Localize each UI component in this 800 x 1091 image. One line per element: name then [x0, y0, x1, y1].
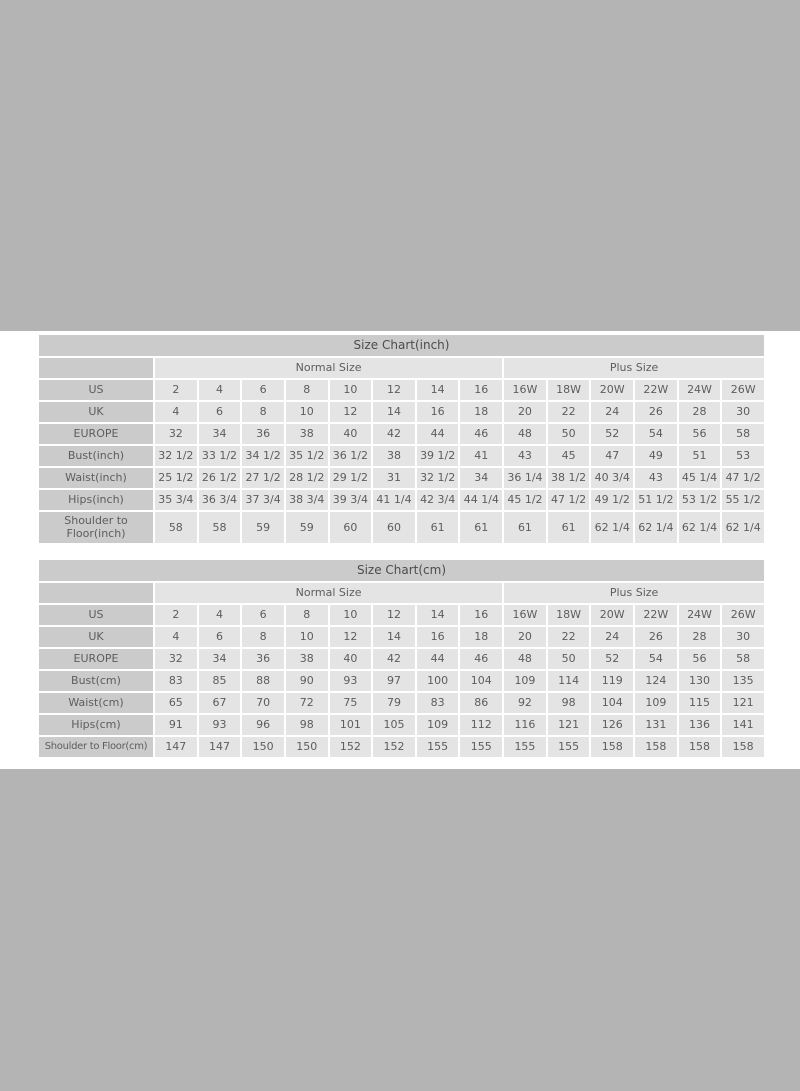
- data-cell: 38: [286, 649, 328, 669]
- data-cell: 48: [504, 424, 546, 444]
- table-title: Size Chart(cm): [39, 560, 764, 581]
- data-cell: 55 1/2: [722, 490, 764, 510]
- data-cell: 24W: [679, 605, 721, 625]
- data-cell: 126: [591, 715, 633, 735]
- data-cell: 20: [504, 627, 546, 647]
- data-cell: 22W: [635, 605, 677, 625]
- data-cell: 45 1/4: [679, 468, 721, 488]
- data-cell: 105: [373, 715, 415, 735]
- row-label-cell: US: [39, 380, 153, 400]
- data-cell: 44: [417, 424, 459, 444]
- data-cell: 34: [460, 468, 502, 488]
- data-cell: 31: [373, 468, 415, 488]
- data-cell: 53: [722, 446, 764, 466]
- data-cell: 147: [155, 737, 197, 757]
- data-cell: 8: [286, 605, 328, 625]
- data-cell: 52: [591, 649, 633, 669]
- table-row: [39, 512, 764, 543]
- data-cell: 24W: [679, 380, 721, 400]
- data-cell: 16: [417, 402, 459, 422]
- data-cell: 38: [373, 446, 415, 466]
- table-row: [39, 693, 764, 713]
- data-cell: 24: [591, 627, 633, 647]
- data-cell: 6: [242, 605, 284, 625]
- data-cell: 10: [330, 605, 372, 625]
- data-cell: 158: [722, 737, 764, 757]
- data-cell: 91: [155, 715, 197, 735]
- data-cell: 109: [635, 693, 677, 713]
- data-cell: 83: [417, 693, 459, 713]
- data-cell: 36 1/2: [330, 446, 372, 466]
- data-cell: 22W: [635, 380, 677, 400]
- data-cell: 93: [330, 671, 372, 691]
- data-cell: 50: [548, 424, 590, 444]
- table-row: [39, 671, 764, 691]
- data-cell: 22: [548, 402, 590, 422]
- data-cell: 43: [635, 468, 677, 488]
- data-cell: 130: [679, 671, 721, 691]
- data-cell: 14: [417, 605, 459, 625]
- data-cell: 97: [373, 671, 415, 691]
- data-cell: 41: [460, 446, 502, 466]
- row-label-cell: Bust(cm): [39, 671, 153, 691]
- data-cell: 152: [373, 737, 415, 757]
- data-cell: 16: [460, 605, 502, 625]
- data-cell: 96: [242, 715, 284, 735]
- data-cell: 155: [548, 737, 590, 757]
- data-cell: 155: [417, 737, 459, 757]
- data-cell: 14: [373, 627, 415, 647]
- data-cell: 36: [242, 424, 284, 444]
- data-cell: 40: [330, 649, 372, 669]
- table-row: [39, 424, 764, 444]
- data-cell: 54: [635, 649, 677, 669]
- data-cell: 124: [635, 671, 677, 691]
- data-cell: 2: [155, 380, 197, 400]
- table-title-row: [39, 335, 764, 356]
- data-cell: 18: [460, 627, 502, 647]
- data-cell: 10: [286, 627, 328, 647]
- data-cell: 26W: [722, 605, 764, 625]
- data-cell: 34: [199, 649, 241, 669]
- data-cell: 10: [330, 380, 372, 400]
- data-cell: 16: [417, 627, 459, 647]
- table-row: [39, 627, 764, 647]
- data-cell: 58: [199, 512, 241, 543]
- data-cell: 45: [548, 446, 590, 466]
- data-cell: 131: [635, 715, 677, 735]
- data-cell: 59: [242, 512, 284, 543]
- row-label-cell: Shoulder to Floor(cm): [39, 737, 153, 757]
- data-cell: 18W: [548, 605, 590, 625]
- table-row: [39, 490, 764, 510]
- data-cell: 28: [679, 402, 721, 422]
- data-cell: 86: [460, 693, 502, 713]
- data-cell: 20W: [591, 605, 633, 625]
- data-cell: 16W: [504, 380, 546, 400]
- data-cell: 46: [460, 424, 502, 444]
- data-cell: 47 1/2: [722, 468, 764, 488]
- data-cell: 18: [460, 402, 502, 422]
- data-cell: 104: [460, 671, 502, 691]
- data-cell: 121: [548, 715, 590, 735]
- column-group-row: [39, 583, 764, 603]
- data-cell: 36 3/4: [199, 490, 241, 510]
- data-cell: 46: [460, 649, 502, 669]
- data-cell: 32: [155, 424, 197, 444]
- table-row: [39, 737, 764, 757]
- data-cell: 32 1/2: [155, 446, 197, 466]
- data-cell: 37 3/4: [242, 490, 284, 510]
- size-chart-table: [37, 333, 766, 545]
- data-cell: 42 3/4: [417, 490, 459, 510]
- data-cell: 38: [286, 424, 328, 444]
- data-cell: 47: [591, 446, 633, 466]
- row-label-cell: Bust(inch): [39, 446, 153, 466]
- data-cell: 62 1/4: [722, 512, 764, 543]
- data-cell: 60: [373, 512, 415, 543]
- data-cell: 47 1/2: [548, 490, 590, 510]
- data-cell: 135: [722, 671, 764, 691]
- data-cell: 43: [504, 446, 546, 466]
- table-row: [39, 605, 764, 625]
- data-cell: 38 1/2: [548, 468, 590, 488]
- data-cell: 61: [460, 512, 502, 543]
- data-cell: 152: [330, 737, 372, 757]
- data-cell: 24: [591, 402, 633, 422]
- table-title-row: [39, 560, 764, 581]
- row-label-cell: Hips(cm): [39, 715, 153, 735]
- data-cell: 98: [286, 715, 328, 735]
- data-cell: 36 1/4: [504, 468, 546, 488]
- data-cell: 4: [199, 605, 241, 625]
- data-cell: 85: [199, 671, 241, 691]
- data-cell: 26 1/2: [199, 468, 241, 488]
- column-group-header: Plus Size: [504, 358, 764, 378]
- data-cell: 100: [417, 671, 459, 691]
- data-cell: 6: [199, 402, 241, 422]
- data-cell: 18W: [548, 380, 590, 400]
- data-cell: 26: [635, 627, 677, 647]
- data-cell: 20W: [591, 380, 633, 400]
- data-cell: 83: [155, 671, 197, 691]
- data-cell: 14: [417, 380, 459, 400]
- size-chart-panel: [0, 331, 800, 769]
- data-cell: 92: [504, 693, 546, 713]
- data-cell: 88: [242, 671, 284, 691]
- data-cell: 4: [155, 627, 197, 647]
- column-group-row: [39, 358, 764, 378]
- data-cell: 155: [460, 737, 502, 757]
- data-cell: 8: [286, 380, 328, 400]
- data-cell: 109: [417, 715, 459, 735]
- data-cell: 119: [591, 671, 633, 691]
- data-cell: 16: [460, 380, 502, 400]
- data-cell: 98: [548, 693, 590, 713]
- data-cell: 61: [548, 512, 590, 543]
- data-cell: 158: [679, 737, 721, 757]
- data-cell: 39 3/4: [330, 490, 372, 510]
- data-cell: 49 1/2: [591, 490, 633, 510]
- table-row: [39, 402, 764, 422]
- data-cell: 60: [330, 512, 372, 543]
- data-cell: 150: [242, 737, 284, 757]
- row-label-cell: UK: [39, 627, 153, 647]
- size-chart-table: [37, 558, 766, 759]
- data-cell: 32 1/2: [417, 468, 459, 488]
- data-cell: 79: [373, 693, 415, 713]
- data-cell: 8: [242, 627, 284, 647]
- data-cell: 121: [722, 693, 764, 713]
- row-label-cell: Waist(inch): [39, 468, 153, 488]
- data-cell: 56: [679, 649, 721, 669]
- table-row: [39, 446, 764, 466]
- data-cell: 12: [373, 380, 415, 400]
- corner-cell: [39, 358, 153, 378]
- data-cell: 42: [373, 424, 415, 444]
- data-cell: 90: [286, 671, 328, 691]
- data-cell: 75: [330, 693, 372, 713]
- data-cell: 12: [330, 402, 372, 422]
- data-cell: 41 1/4: [373, 490, 415, 510]
- data-cell: 6: [242, 380, 284, 400]
- data-cell: 58: [155, 512, 197, 543]
- data-cell: 104: [591, 693, 633, 713]
- table-row: [39, 468, 764, 488]
- corner-cell: [39, 583, 153, 603]
- size-chart-cm-table: [37, 558, 766, 759]
- data-cell: 30: [722, 627, 764, 647]
- data-cell: 39 1/2: [417, 446, 459, 466]
- data-cell: 72: [286, 693, 328, 713]
- data-cell: 34: [199, 424, 241, 444]
- data-cell: 54: [635, 424, 677, 444]
- data-cell: 30: [722, 402, 764, 422]
- data-cell: 136: [679, 715, 721, 735]
- data-cell: 158: [591, 737, 633, 757]
- data-cell: 52: [591, 424, 633, 444]
- row-label-cell: Hips(inch): [39, 490, 153, 510]
- data-cell: 12: [330, 627, 372, 647]
- row-label-cell: EUROPE: [39, 424, 153, 444]
- row-label-cell: UK: [39, 402, 153, 422]
- data-cell: 6: [199, 627, 241, 647]
- data-cell: 20: [504, 402, 546, 422]
- row-label-cell: Waist(cm): [39, 693, 153, 713]
- data-cell: 34 1/2: [242, 446, 284, 466]
- data-cell: 158: [635, 737, 677, 757]
- data-cell: 48: [504, 649, 546, 669]
- data-cell: 8: [242, 402, 284, 422]
- row-label-cell: EUROPE: [39, 649, 153, 669]
- data-cell: 38 3/4: [286, 490, 328, 510]
- column-group-header: Normal Size: [155, 583, 502, 603]
- data-cell: 109: [504, 671, 546, 691]
- data-cell: 56: [679, 424, 721, 444]
- table-row: [39, 649, 764, 669]
- data-cell: 32: [155, 649, 197, 669]
- data-cell: 50: [548, 649, 590, 669]
- table-title: Size Chart(inch): [39, 335, 764, 356]
- data-cell: 4: [155, 402, 197, 422]
- data-cell: 155: [504, 737, 546, 757]
- data-cell: 114: [548, 671, 590, 691]
- data-cell: 10: [286, 402, 328, 422]
- table-row: [39, 380, 764, 400]
- data-cell: 53 1/2: [679, 490, 721, 510]
- data-cell: 62 1/4: [635, 512, 677, 543]
- column-group-header: Plus Size: [504, 583, 764, 603]
- data-cell: 12: [373, 605, 415, 625]
- data-cell: 61: [417, 512, 459, 543]
- data-cell: 28 1/2: [286, 468, 328, 488]
- data-cell: 150: [286, 737, 328, 757]
- data-cell: 27 1/2: [242, 468, 284, 488]
- data-cell: 40: [330, 424, 372, 444]
- data-cell: 26W: [722, 380, 764, 400]
- data-cell: 141: [722, 715, 764, 735]
- data-cell: 44: [417, 649, 459, 669]
- data-cell: 147: [199, 737, 241, 757]
- data-cell: 61: [504, 512, 546, 543]
- data-cell: 33 1/2: [199, 446, 241, 466]
- data-cell: 42: [373, 649, 415, 669]
- data-cell: 44 1/4: [460, 490, 502, 510]
- data-cell: 16W: [504, 605, 546, 625]
- data-cell: 116: [504, 715, 546, 735]
- data-cell: 67: [199, 693, 241, 713]
- data-cell: 36: [242, 649, 284, 669]
- data-cell: 28: [679, 627, 721, 647]
- data-cell: 14: [373, 402, 415, 422]
- data-cell: 35 1/2: [286, 446, 328, 466]
- data-cell: 35 3/4: [155, 490, 197, 510]
- data-cell: 2: [155, 605, 197, 625]
- data-cell: 62 1/4: [679, 512, 721, 543]
- data-cell: 22: [548, 627, 590, 647]
- data-cell: 40 3/4: [591, 468, 633, 488]
- data-cell: 115: [679, 693, 721, 713]
- data-cell: 26: [635, 402, 677, 422]
- data-cell: 62 1/4: [591, 512, 633, 543]
- data-cell: 25 1/2: [155, 468, 197, 488]
- data-cell: 101: [330, 715, 372, 735]
- table-row: [39, 715, 764, 735]
- data-cell: 65: [155, 693, 197, 713]
- data-cell: 45 1/2: [504, 490, 546, 510]
- data-cell: 112: [460, 715, 502, 735]
- data-cell: 59: [286, 512, 328, 543]
- row-label-cell: Shoulder to Floor(inch): [39, 512, 153, 543]
- data-cell: 51 1/2: [635, 490, 677, 510]
- data-cell: 70: [242, 693, 284, 713]
- data-cell: 58: [722, 649, 764, 669]
- data-cell: 4: [199, 380, 241, 400]
- data-cell: 51: [679, 446, 721, 466]
- row-label-cell: US: [39, 605, 153, 625]
- column-group-header: Normal Size: [155, 358, 502, 378]
- data-cell: 58: [722, 424, 764, 444]
- data-cell: 29 1/2: [330, 468, 372, 488]
- data-cell: 93: [199, 715, 241, 735]
- size-chart-inch-table: [37, 333, 766, 545]
- data-cell: 49: [635, 446, 677, 466]
